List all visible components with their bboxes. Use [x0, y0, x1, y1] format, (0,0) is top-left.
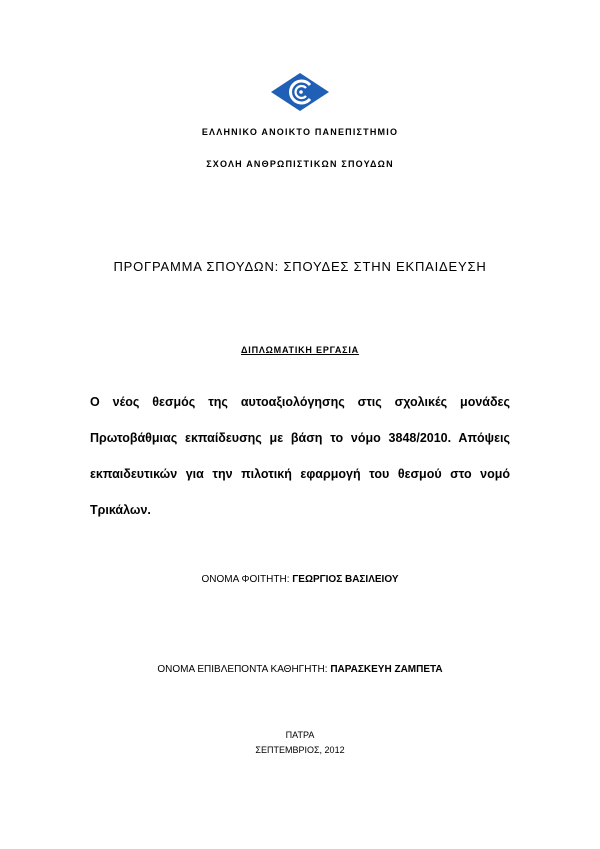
university-name: ΕΛΛΗΝΙΚΟ ΑΝΟΙΚΤΟ ΠΑΝΕΠΙΣΤΗΜΙΟ [201, 127, 399, 137]
school-name: ΣΧΟΛΗ ΑΝΘΡΩΠΙΣΤΙΚΩΝ ΣΠΟΥΔΩΝ [206, 159, 394, 169]
city: ΠΑΤΡΑ [285, 730, 315, 740]
university-logo-icon [270, 72, 330, 112]
supervisor-line [0, 664, 600, 675]
thesis-type-label: ΔΙΠΛΩΜΑΤΙΚΗ ΕΡΓΑΣΙΑ [241, 345, 359, 355]
supervisor-label: ΟΝΟΜΑ ΕΠΙΒΛΕΠΟΝΤΑ ΚΑΘΗΓΗΤΗ: [157, 664, 328, 675]
student-line [0, 574, 600, 585]
student-name: ΓΕΩΡΓΙΟΣ ΒΑΣΙΛΕΙΟΥ [292, 574, 399, 585]
program-title: ΠΡΟΓΡΑΜΜΑ ΣΠΟΥΔΩΝ: ΣΠΟΥΔΕΣ ΣΤΗΝ ΕΚΠΑΙΔΕΥΣΗ [113, 259, 487, 274]
date: ΣΕΠΤΕΜΒΡΙΟΣ, 2012 [255, 745, 345, 755]
student-label: ΟΝΟΜΑ ΦΟΙΤΗΤΗ: [201, 574, 290, 585]
supervisor-name: ΠΑΡΑΣΚΕΥΗ ΖΑΜΠΕΤΑ [330, 664, 443, 675]
thesis-title: Ο νέος θεσμός της αυτοαξιολόγησης στις σχολικές μονάδες Πρωτοβάθμιας εκπαίδευσης με βάση το νόμο 3848/2010. Απόψεις εκπαιδευτικών για την πιλοτική εφαρμογή του θεσμού στο νομό Τρικάλων. [90, 395, 510, 517]
